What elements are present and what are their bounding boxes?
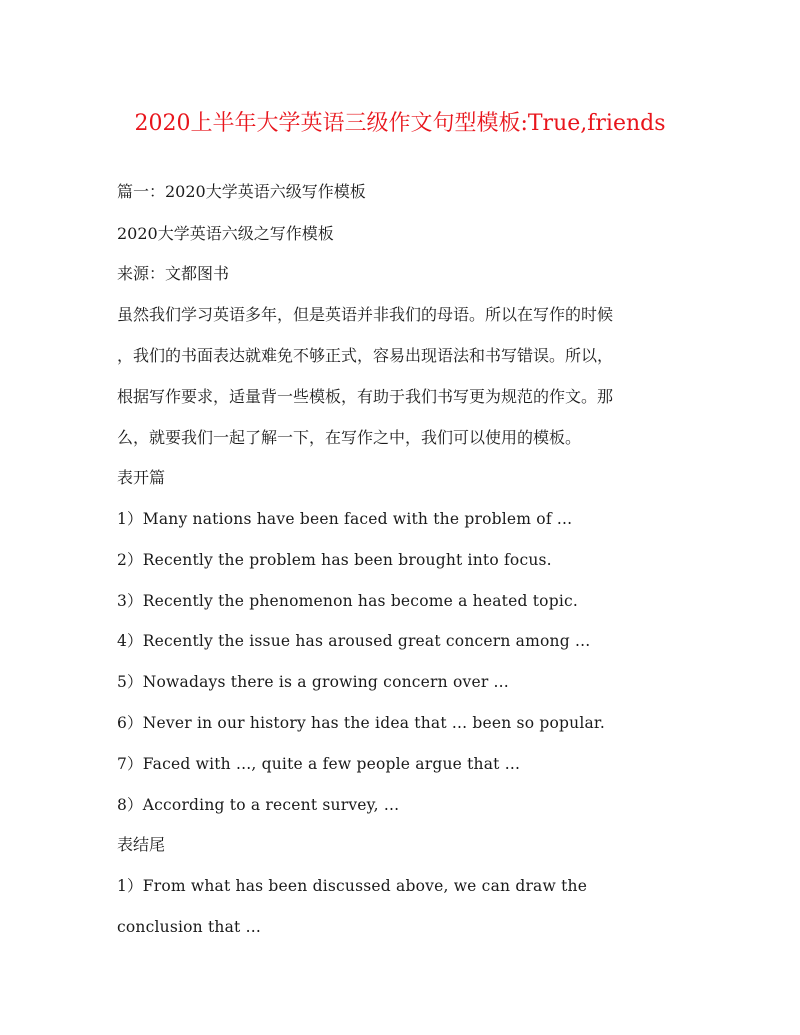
paragraph-line-2: ，我们的书面表达就难免不够正式，容易出现语法和书写错误。所以， bbox=[117, 346, 614, 365]
source-line: 来源：文都图书 bbox=[117, 264, 230, 283]
paragraph-line-3: 根据写作要求，适量背一些模板，有助于我们书写更为规范的作文。那 bbox=[117, 387, 614, 406]
section-heading-opening: 表开篇 bbox=[117, 468, 166, 487]
document-title: 2020上半年大学英语三级作文句型模板:True,friends bbox=[134, 111, 666, 136]
list-item: 6）Never in our history has the idea that ... been so popular. bbox=[117, 714, 605, 732]
list-item: 5）Nowadays there is a growing concern over ... bbox=[117, 673, 509, 691]
section-heading-1: 篇一：2020大学英语六级写作模板 bbox=[117, 182, 366, 201]
list-item: 3）Recently the phenomenon has become a heated topic. bbox=[117, 592, 578, 610]
list-item: 1）From what has been discussed above, we can draw the bbox=[117, 877, 588, 895]
section-heading-closing: 表结尾 bbox=[117, 835, 166, 854]
list-item: 4）Recently the issue has aroused great concern among ... bbox=[117, 632, 591, 650]
paragraph-line-1: 虽然我们学习英语多年，但是英语并非我们的母语。所以在写作的时候 bbox=[117, 305, 614, 324]
subtitle: 2020大学英语六级之写作模板 bbox=[117, 224, 334, 243]
list-item: 8）According to a recent survey, ... bbox=[117, 796, 400, 814]
list-item: 2）Recently the problem has been brought into focus. bbox=[117, 551, 552, 569]
list-item: 7）Faced with ..., quite a few people argue that ... bbox=[117, 755, 521, 773]
paragraph-line-4: 么，就要我们一起了解一下，在写作之中，我们可以使用的模板。 bbox=[117, 428, 582, 447]
list-item-continuation: conclusion that ... bbox=[117, 918, 261, 936]
list-item: 1）Many nations have been faced with the problem of ... bbox=[117, 510, 573, 528]
